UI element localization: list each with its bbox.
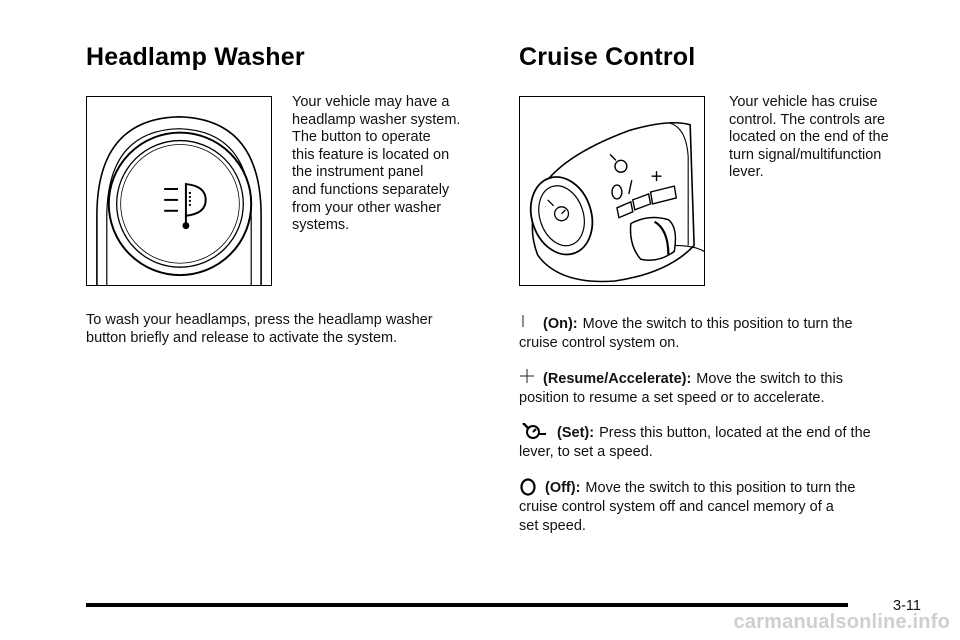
- item-text: set speed.: [519, 518, 586, 534]
- resume-accelerate-symbol-icon: [519, 369, 543, 387]
- headlamp-washer-instructions: [86, 312, 433, 347]
- cruise-control-intro: [729, 94, 889, 182]
- watermark: carmanualsonline.info: [733, 611, 950, 633]
- cruise-item-off: [519, 478, 929, 536]
- item-text: lever, to set a speed.: [519, 444, 653, 460]
- text-line: turn signal/multifunction: [729, 146, 882, 163]
- headlamp-washer-intro: [292, 94, 460, 235]
- item-text: cruise control system off and cancel memory of a: [519, 499, 834, 515]
- text-line: the instrument panel: [292, 164, 424, 181]
- text-line: from your other washer: [292, 199, 442, 216]
- page-number: 3-11: [893, 598, 921, 614]
- item-text: Move the switch to this position to turn the: [585, 480, 856, 496]
- text-line: Your vehicle may have a: [292, 94, 450, 110]
- text-line: systems.: [292, 217, 350, 234]
- text-line: and functions separately: [292, 181, 450, 198]
- item-text: Move the switch to this: [696, 371, 843, 387]
- footer-rule: [86, 603, 848, 607]
- cruise-control-lever-illustration: [519, 96, 705, 286]
- headlamp-washer-button-illustration: [86, 96, 272, 286]
- item-text: position to resume a set speed or to accelerate.: [519, 390, 825, 406]
- cruise-item-on: [519, 314, 929, 353]
- item-text: cruise control system on.: [519, 335, 680, 351]
- text-line: located on the end of the: [729, 129, 889, 146]
- text-line: lever.: [729, 164, 764, 181]
- text-line: this feature is located on: [292, 146, 450, 163]
- item-term: (Set):: [557, 425, 595, 441]
- text-line: control. The controls are: [729, 111, 886, 128]
- text-line: button briefly and release to activate the system.: [86, 329, 398, 346]
- cruise-item-set: [519, 423, 929, 462]
- on-symbol-icon: [519, 314, 543, 332]
- cruise-item-resume-accelerate: [519, 369, 929, 408]
- text-line: To wash your headlamps, press the headlamp washer: [86, 312, 433, 328]
- headlamp-washer-button-drawing: [87, 97, 271, 285]
- item-term: (On):: [543, 316, 578, 332]
- cruise-control-lever-drawing: [520, 97, 704, 285]
- text-line: Your vehicle has cruise: [729, 94, 878, 110]
- item-text: Move the switch to this position to turn the: [582, 316, 853, 332]
- section-title-headlamp-washer: Headlamp Washer: [86, 43, 305, 71]
- item-text: Press this button, located at the end of the: [599, 425, 871, 441]
- set-symbol-icon: [519, 423, 557, 441]
- section-title-cruise-control: Cruise Control: [519, 43, 696, 71]
- off-symbol-icon: [519, 478, 545, 496]
- text-line: The button to operate: [292, 129, 431, 146]
- item-term: (Off):: [545, 480, 581, 496]
- text-line: headlamp washer system.: [292, 111, 461, 128]
- item-term: (Resume/Accelerate):: [543, 371, 692, 387]
